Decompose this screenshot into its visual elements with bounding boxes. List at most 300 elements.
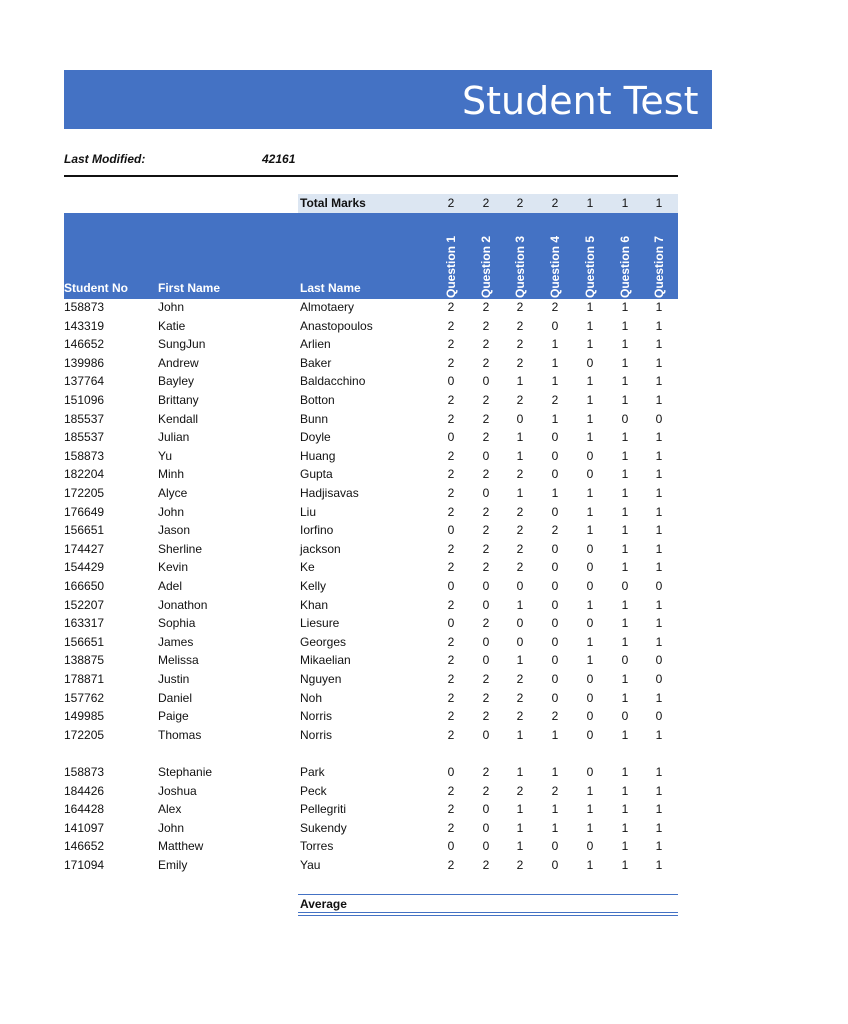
score-cell-q3: 1 [516,653,524,668]
score-cell-q7: 1 [655,765,663,779]
first-name-cell: Bayley [158,374,195,389]
score-cell-q4: 0 [551,616,559,631]
student-no-cell: 141097 [64,820,105,835]
score-cell-q3: 2 [516,541,524,556]
score-cell-q1: 2 [447,597,455,612]
score-cell-q2: 0 [482,653,490,668]
score-cell-q2: 0 [482,486,490,500]
score-cell-q4: 0 [551,653,559,668]
total-mark-q6: 1 [621,196,629,210]
first-name-cell: Matthew [158,839,204,854]
score-cell-q7: 1 [655,300,663,314]
score-cell-q7: 1 [655,597,663,612]
score-cell-q2: 2 [482,355,490,370]
total-mark-q4: 2 [551,196,559,210]
first-name-cell: Emily [158,858,188,872]
first-name-cell: Sophia [158,616,196,631]
score-cell-q2: 2 [482,318,490,333]
score-cell-q6: 0 [621,653,629,668]
score-cell-q5: 1 [586,300,594,314]
score-cell-q5: 1 [586,411,594,426]
divider [298,915,678,916]
score-cell-q1: 2 [447,355,455,370]
score-cell-q2: 2 [482,430,490,445]
score-cell-q3: 1 [516,727,524,742]
score-cell-q2: 2 [482,467,490,482]
last-name-cell: Nguyen [300,672,342,686]
score-cell-q4: 0 [551,634,559,649]
score-cell-q3: 2 [516,504,524,519]
last-name-cell: Baldacchino [300,374,366,389]
score-cell-q6: 1 [621,560,629,575]
score-cell-q3: 2 [516,318,524,333]
score-cell-q1: 2 [447,653,455,668]
header-question-7: Question 7 [652,235,666,298]
first-name-cell: Jason [158,523,191,538]
score-cell-q1: 0 [447,765,455,779]
score-cell-q5: 0 [586,560,594,575]
score-cell-q6: 1 [621,783,629,798]
score-cell-q3: 2 [516,560,524,575]
score-cell-q7: 1 [655,467,663,482]
last-name-cell: Kelly [300,579,327,593]
first-name-cell: Brittany [158,393,199,407]
score-cell-q5: 0 [586,448,594,463]
score-cell-q7: 1 [655,560,663,575]
score-cell-q2: 0 [482,374,490,389]
student-no-cell: 172205 [64,486,105,500]
student-no-cell: 138875 [64,653,105,668]
header-question-1: Question 1 [444,235,458,298]
score-cell-q1: 2 [447,393,455,407]
first-name-cell: Sherline [158,541,203,556]
score-cell-q1: 2 [447,820,455,835]
student-no-cell: 158873 [64,765,105,779]
last-name-cell: jackson [300,541,341,556]
last-name-cell: Yau [300,858,321,872]
student-no-cell: 152207 [64,597,105,612]
student-no-cell: 146652 [64,337,105,352]
score-cell-q3: 2 [516,783,524,798]
score-cell-q1: 2 [447,690,455,705]
score-cell-q5: 1 [586,597,594,612]
score-cell-q3: 1 [516,765,524,779]
last-name-cell: Almotaery [300,300,355,314]
score-cell-q4: 0 [551,672,559,686]
score-cell-q2: 2 [482,337,490,352]
score-cell-q2: 2 [482,672,490,686]
first-name-cell: Alyce [158,486,188,500]
score-cell-q2: 2 [482,523,490,538]
last-name-cell: Arlien [300,337,331,352]
score-cell-q4: 0 [551,690,559,705]
score-cell-q3: 2 [516,393,524,407]
score-cell-q7: 1 [655,504,663,519]
last-name-cell: Hadjisavas [300,486,359,500]
score-cell-q6: 1 [621,467,629,482]
student-no-cell: 171094 [64,858,105,872]
student-no-cell: 154429 [64,560,105,575]
score-cell-q1: 2 [447,486,455,500]
score-cell-q1: 2 [447,858,455,872]
score-cell-q5: 1 [586,858,594,872]
last-name-cell: Anastopoulos [300,318,373,333]
student-no-cell: 139986 [64,355,105,370]
score-cell-q7: 0 [655,579,663,593]
score-cell-q5: 1 [586,504,594,519]
score-cell-q7: 1 [655,523,663,538]
score-cell-q6: 1 [621,504,629,519]
score-cell-q4: 2 [551,783,559,798]
score-cell-q4: 2 [551,393,559,407]
score-cell-q1: 0 [447,839,455,854]
score-cell-q4: 0 [551,467,559,482]
score-cell-q6: 0 [621,709,629,724]
score-cell-q1: 2 [447,709,455,724]
score-cell-q5: 1 [586,430,594,445]
last-name-cell: Noh [300,690,323,705]
last-name-cell: Torres [300,839,334,854]
first-name-cell: John [158,504,185,519]
score-cell-q6: 1 [621,690,629,705]
score-cell-q5: 0 [586,690,594,705]
score-cell-q6: 1 [621,393,629,407]
student-no-cell: 137764 [64,374,105,389]
score-cell-q3: 0 [516,616,524,631]
average-label: Average [300,897,347,911]
first-name-cell: Kevin [158,560,189,575]
first-name-cell: Alex [158,802,182,817]
score-cell-q2: 0 [482,820,490,835]
last-name-cell: Iorfino [300,523,334,538]
score-cell-q1: 0 [447,579,455,593]
total-marks-label: Total Marks [300,196,366,210]
score-cell-q2: 0 [482,727,490,742]
score-cell-q4: 1 [551,411,559,426]
score-cell-q5: 0 [586,839,594,854]
score-cell-q2: 0 [482,448,490,463]
first-name-cell: Daniel [158,690,193,705]
last-name-cell: Mikaelian [300,653,351,668]
score-cell-q7: 1 [655,486,663,500]
first-name-cell: Minh [158,467,185,482]
score-cell-q6: 1 [621,597,629,612]
score-cell-q2: 2 [482,709,490,724]
divider [64,175,678,177]
score-cell-q6: 1 [621,634,629,649]
total-mark-q3: 2 [516,196,524,210]
header-question-3: Question 3 [513,235,527,298]
first-name-cell: Melissa [158,653,199,668]
first-name-cell: John [158,300,185,314]
score-cell-q2: 0 [482,802,490,817]
score-cell-q5: 0 [586,541,594,556]
score-cell-q7: 1 [655,616,663,631]
score-cell-q7: 1 [655,318,663,333]
score-cell-q6: 1 [621,337,629,352]
score-cell-q6: 1 [621,355,629,370]
score-cell-q4: 0 [551,504,559,519]
last-name-cell: Gupta [300,467,333,482]
first-name-cell: Julian [158,430,190,445]
title-banner [64,70,848,129]
student-no-cell: 176649 [64,504,105,519]
first-name-cell: Joshua [158,783,197,798]
score-cell-q1: 0 [447,616,455,631]
score-cell-q6: 1 [621,839,629,854]
last-name-cell: Ke [300,560,315,575]
score-cell-q7: 1 [655,355,663,370]
score-cell-q4: 0 [551,839,559,854]
score-cell-q7: 1 [655,783,663,798]
score-cell-q5: 0 [586,765,594,779]
score-cell-q7: 1 [655,430,663,445]
first-name-cell: Katie [158,318,186,333]
score-cell-q3: 2 [516,709,524,724]
score-cell-q3: 1 [516,374,524,389]
student-no-cell: 182204 [64,467,105,482]
score-cell-q4: 1 [551,727,559,742]
student-no-cell: 156651 [64,523,105,538]
score-cell-q5: 0 [586,672,594,686]
score-cell-q7: 1 [655,820,663,835]
header-student-no: Student No [64,281,128,295]
score-cell-q3: 2 [516,467,524,482]
score-cell-q1: 2 [447,467,455,482]
score-cell-q1: 2 [447,783,455,798]
score-cell-q1: 2 [447,727,455,742]
score-cell-q5: 1 [586,523,594,538]
score-cell-q6: 1 [621,486,629,500]
student-no-cell: 184426 [64,783,105,798]
header-question-5: Question 5 [583,235,597,298]
score-cell-q6: 1 [621,523,629,538]
score-cell-q4: 0 [551,430,559,445]
score-cell-q4: 0 [551,597,559,612]
last-name-cell: Khan [300,597,329,612]
score-cell-q3: 0 [516,634,524,649]
score-cell-q3: 0 [516,411,524,426]
score-cell-q4: 1 [551,355,559,370]
first-name-cell: Yu [158,448,173,463]
score-cell-q3: 1 [516,430,524,445]
last-name-cell: Pellegriti [300,802,347,817]
score-cell-q4: 1 [551,765,559,779]
score-cell-q1: 2 [447,802,455,817]
score-cell-q6: 1 [621,727,629,742]
last-modified-value: 42161 [262,152,296,166]
score-cell-q1: 2 [447,337,455,352]
score-cell-q6: 1 [621,858,629,872]
score-cell-q3: 2 [516,337,524,352]
score-cell-q2: 2 [482,858,490,872]
score-cell-q2: 2 [482,616,490,631]
total-mark-q7: 1 [655,196,663,210]
score-cell-q7: 1 [655,448,663,463]
score-cell-q7: 0 [655,709,663,724]
student-no-cell: 172205 [64,727,105,742]
header-question-6: Question 6 [618,235,632,298]
score-cell-q2: 2 [482,393,490,407]
last-name-cell: Liesure [300,616,340,631]
score-cell-q1: 2 [447,300,455,314]
total-mark-q5: 1 [586,196,594,210]
last-name-cell: Park [300,765,325,779]
score-cell-q1: 2 [447,504,455,519]
score-cell-q2: 0 [482,579,490,593]
score-cell-q6: 1 [621,616,629,631]
total-mark-q2: 2 [482,196,490,210]
score-cell-q1: 2 [447,411,455,426]
first-name-cell: Jonathon [158,597,208,612]
score-cell-q1: 2 [447,318,455,333]
student-no-cell: 146652 [64,839,105,854]
student-no-cell: 163317 [64,616,105,631]
score-cell-q2: 2 [482,411,490,426]
score-cell-q7: 1 [655,858,663,872]
score-cell-q4: 2 [551,709,559,724]
student-no-cell: 158873 [64,448,105,463]
score-cell-q4: 0 [551,579,559,593]
score-cell-q7: 1 [655,393,663,407]
score-cell-q2: 2 [482,690,490,705]
last-name-cell: Botton [300,393,335,407]
score-cell-q6: 1 [621,300,629,314]
last-name-cell: Norris [300,709,332,724]
score-cell-q7: 1 [655,690,663,705]
score-cell-q7: 1 [655,337,663,352]
score-cell-q1: 0 [447,374,455,389]
last-name-cell: Baker [300,355,332,370]
first-name-cell: James [158,634,194,649]
score-cell-q4: 0 [551,318,559,333]
score-cell-q5: 1 [586,337,594,352]
divider [298,894,678,895]
first-name-cell: John [158,820,185,835]
score-cell-q6: 1 [621,318,629,333]
score-cell-q3: 1 [516,820,524,835]
first-name-cell: Paige [158,709,189,724]
last-name-cell: Sukendy [300,820,347,835]
score-cell-q1: 2 [447,560,455,575]
score-cell-q5: 0 [586,579,594,593]
student-no-cell: 143319 [64,318,105,333]
score-cell-q5: 1 [586,374,594,389]
first-name-cell: SungJun [158,337,206,352]
score-cell-q5: 0 [586,467,594,482]
header-first-name: First Name [158,281,221,295]
score-cell-q6: 1 [621,765,629,779]
score-cell-q2: 0 [482,839,490,854]
score-cell-q7: 1 [655,802,663,817]
score-cell-q4: 1 [551,802,559,817]
last-name-cell: Liu [300,504,317,519]
score-cell-q7: 1 [655,541,663,556]
header-question-2: Question 2 [479,235,493,298]
score-cell-q3: 2 [516,858,524,872]
score-cell-q2: 2 [482,765,490,779]
score-cell-q6: 1 [621,374,629,389]
score-cell-q6: 1 [621,448,629,463]
student-no-cell: 178871 [64,672,105,686]
score-cell-q2: 2 [482,504,490,519]
score-cell-q7: 1 [655,634,663,649]
score-cell-q1: 0 [447,430,455,445]
last-name-cell: Doyle [300,430,331,445]
total-marks-row [298,194,678,213]
score-cell-q3: 2 [516,300,524,314]
score-cell-q6: 1 [621,541,629,556]
header-question-4: Question 4 [548,235,562,298]
first-name-cell: Justin [158,672,190,686]
score-cell-q3: 1 [516,486,524,500]
score-cell-q1: 2 [447,448,455,463]
score-cell-q5: 0 [586,355,594,370]
divider [298,912,678,913]
score-cell-q5: 1 [586,802,594,817]
student-no-cell: 164428 [64,802,105,817]
score-cell-q1: 2 [447,672,455,686]
score-cell-q2: 0 [482,634,490,649]
score-cell-q5: 1 [586,820,594,835]
student-no-cell: 156651 [64,634,105,649]
score-cell-q1: 0 [447,523,455,538]
score-cell-q6: 0 [621,579,629,593]
score-cell-q5: 1 [586,393,594,407]
score-cell-q2: 0 [482,597,490,612]
score-cell-q3: 1 [516,597,524,612]
student-no-cell: 158873 [64,300,105,314]
score-cell-q6: 1 [621,820,629,835]
score-cell-q3: 2 [516,690,524,705]
total-mark-q1: 2 [447,196,455,210]
score-cell-q6: 1 [621,672,629,686]
score-cell-q3: 2 [516,355,524,370]
score-cell-q3: 1 [516,802,524,817]
score-cell-q4: 0 [551,560,559,575]
last-name-cell: Huang [300,448,336,463]
first-name-cell: Adel [158,579,183,593]
student-no-cell: 151096 [64,393,105,407]
last-name-cell: Peck [300,783,327,798]
score-cell-q5: 0 [586,727,594,742]
first-name-cell: Stephanie [158,765,213,779]
score-cell-q6: 1 [621,802,629,817]
first-name-cell: Thomas [158,727,202,742]
first-name-cell: Andrew [158,355,199,370]
score-cell-q7: 1 [655,374,663,389]
score-cell-q4: 1 [551,486,559,500]
score-cell-q5: 1 [586,634,594,649]
score-cell-q5: 1 [586,653,594,668]
student-no-cell: 149985 [64,709,105,724]
score-cell-q4: 0 [551,858,559,872]
student-no-cell: 185537 [64,411,105,426]
score-cell-q2: 2 [482,300,490,314]
score-cell-q3: 0 [516,579,524,593]
score-cell-q7: 1 [655,727,663,742]
student-no-cell: 166650 [64,579,105,593]
score-cell-q4: 1 [551,374,559,389]
score-cell-q5: 0 [586,616,594,631]
score-cell-q5: 1 [586,783,594,798]
score-cell-q5: 1 [586,318,594,333]
score-cell-q6: 1 [621,430,629,445]
last-name-cell: Bunn [300,411,329,426]
score-cell-q3: 2 [516,672,524,686]
score-cell-q5: 0 [586,709,594,724]
score-cell-q3: 1 [516,839,524,854]
